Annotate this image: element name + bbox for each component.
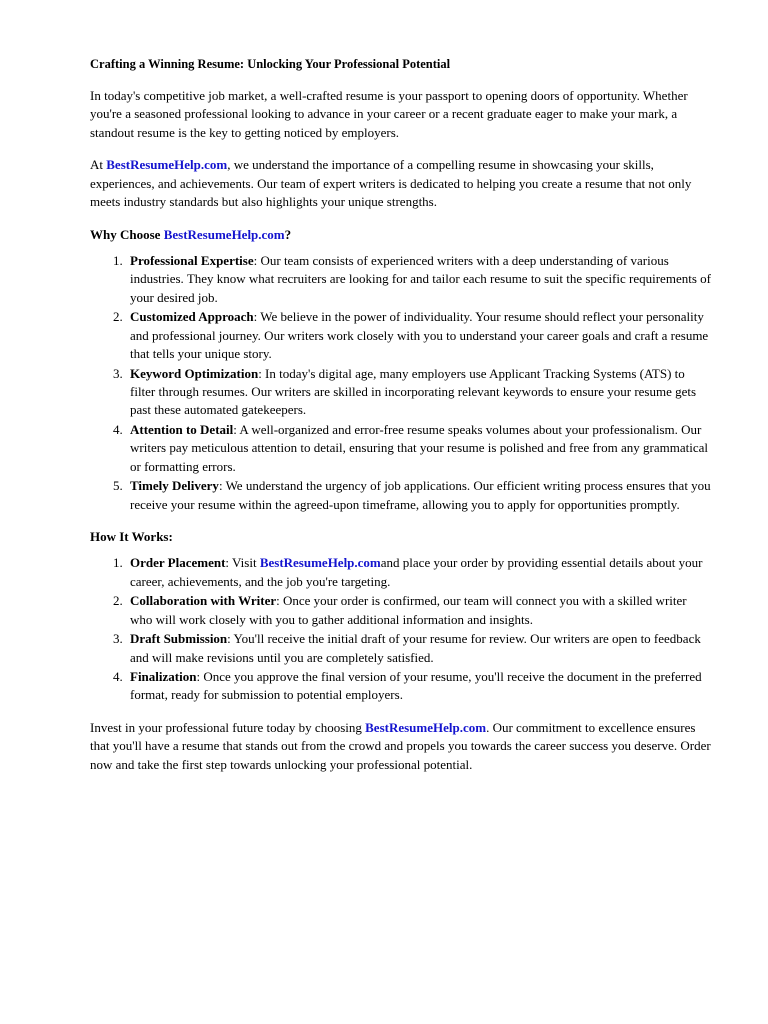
brand-link[interactable]: BestResumeHelp.com <box>365 719 487 735</box>
list-item-text-before-link: : Visit <box>225 555 260 571</box>
list-item-text: : Once you approve the final version of your resume, you'll receive the document in the preferred format, ready for submission to potential employers. <box>130 669 702 703</box>
why-choose-heading <box>90 226 712 244</box>
closing-prefix: Invest in your professional future today by choosing <box>90 719 366 735</box>
list-item-lead: Customized Approach <box>130 309 254 325</box>
about-suffix: , we understand the importance of a compelling resume in showcasing your skills, experiences, and achievements. Our team of expert writers is dedicated to helping you create a resume that not only meets industry standards but also highlights your unique strengths. <box>90 157 692 210</box>
list-item-text: : Our team consists of experienced writers with a deep understanding of various industries. They know what recruiters are looking for and tailor each resume to suit the specific requirements of your desired job. <box>130 252 711 305</box>
list-item-text: : We understand the urgency of job applications. Our efficient writing process ensures that you receive your resume within the agreed-upon timeframe, allowing you to apply for opportunities promptly. <box>130 478 711 512</box>
closing-suffix: . Our commitment to excellence ensures that you'll have a resume that stands out from the crowd and propels you towards the career success you deserve. Order now and take the first step towards unlocking your professional potential. <box>90 719 711 772</box>
about-prefix: At <box>90 157 107 173</box>
brand-link[interactable]: BestResumeHelp.com <box>163 226 285 242</box>
list-item-lead: Order Placement <box>130 555 226 571</box>
list-item <box>126 592 712 629</box>
closing-paragraph <box>90 719 712 774</box>
list-item <box>126 252 712 307</box>
list-item-lead: Professional Expertise <box>130 252 254 268</box>
brand-link[interactable]: BestResumeHelp.com <box>106 157 228 173</box>
list-item-text: : Once your order is confirmed, our team will connect you with a skilled writer who will work closely with you to gather additional information and insights. <box>130 593 687 627</box>
about-paragraph <box>90 156 712 211</box>
list-item-lead: Collaboration with Writer <box>130 593 277 609</box>
list-item-lead: Finalization <box>130 669 197 685</box>
how-it-works-list <box>90 554 712 705</box>
why-choose-list <box>90 252 712 514</box>
list-item <box>126 477 712 514</box>
why-choose-heading-prefix: Why Choose <box>90 226 164 242</box>
list-item <box>126 365 712 420</box>
list-item-lead: Draft Submission <box>130 631 228 647</box>
list-item-text-after-link: and place your order by providing essential details about your career, achievements, and the job you're targeting. <box>130 555 703 589</box>
list-item <box>126 421 712 476</box>
list-item-text: : We believe in the power of individuality. Your resume should reflect your personality and professional journey. Our writers work closely with you to understand your career goals and craft a resume that tells your unique story. <box>130 309 709 362</box>
list-item <box>126 630 712 667</box>
list-item <box>126 668 712 705</box>
page-title: Crafting a Winning Resume: Unlocking Your Professional Potential <box>90 57 451 71</box>
list-item <box>126 554 712 591</box>
list-item <box>126 308 712 363</box>
list-item-text: : In today's digital age, many employers use Applicant Tracking Systems (ATS) to filter through resumes. Our writers are skilled in incorporating relevant keywords to ensure your resume gets past these automated gatekeepers. <box>130 365 697 418</box>
list-item-lead: Attention to Detail <box>130 421 234 437</box>
list-item-text: : A well-organized and error-free resume speaks volumes about your professionalism. Our writers pay meticulous attention to detail, ensuring that your resume is polished and free from any grammatical or formatting errors. <box>130 421 708 474</box>
brand-link[interactable]: BestResumeHelp.com <box>259 555 381 571</box>
list-item-lead: Timely Delivery <box>130 478 219 494</box>
list-item-lead: Keyword Optimization <box>130 365 259 381</box>
why-choose-heading-suffix: ? <box>284 226 292 242</box>
how-it-works-heading: How It Works: <box>90 529 173 545</box>
intro-paragraph: In today's competitive job market, a well-crafted resume is your passport to opening doors of opportunity. Whether you're a seasoned professional looking to advance in your career or a recent graduate eager to make your mark, a standout resume is the key to getting noticed by employers. <box>90 87 688 140</box>
list-item-text: : You'll receive the initial draft of your resume for review. Our writers are open to feedback and will make revisions until you are completely satisfied. <box>130 631 701 665</box>
